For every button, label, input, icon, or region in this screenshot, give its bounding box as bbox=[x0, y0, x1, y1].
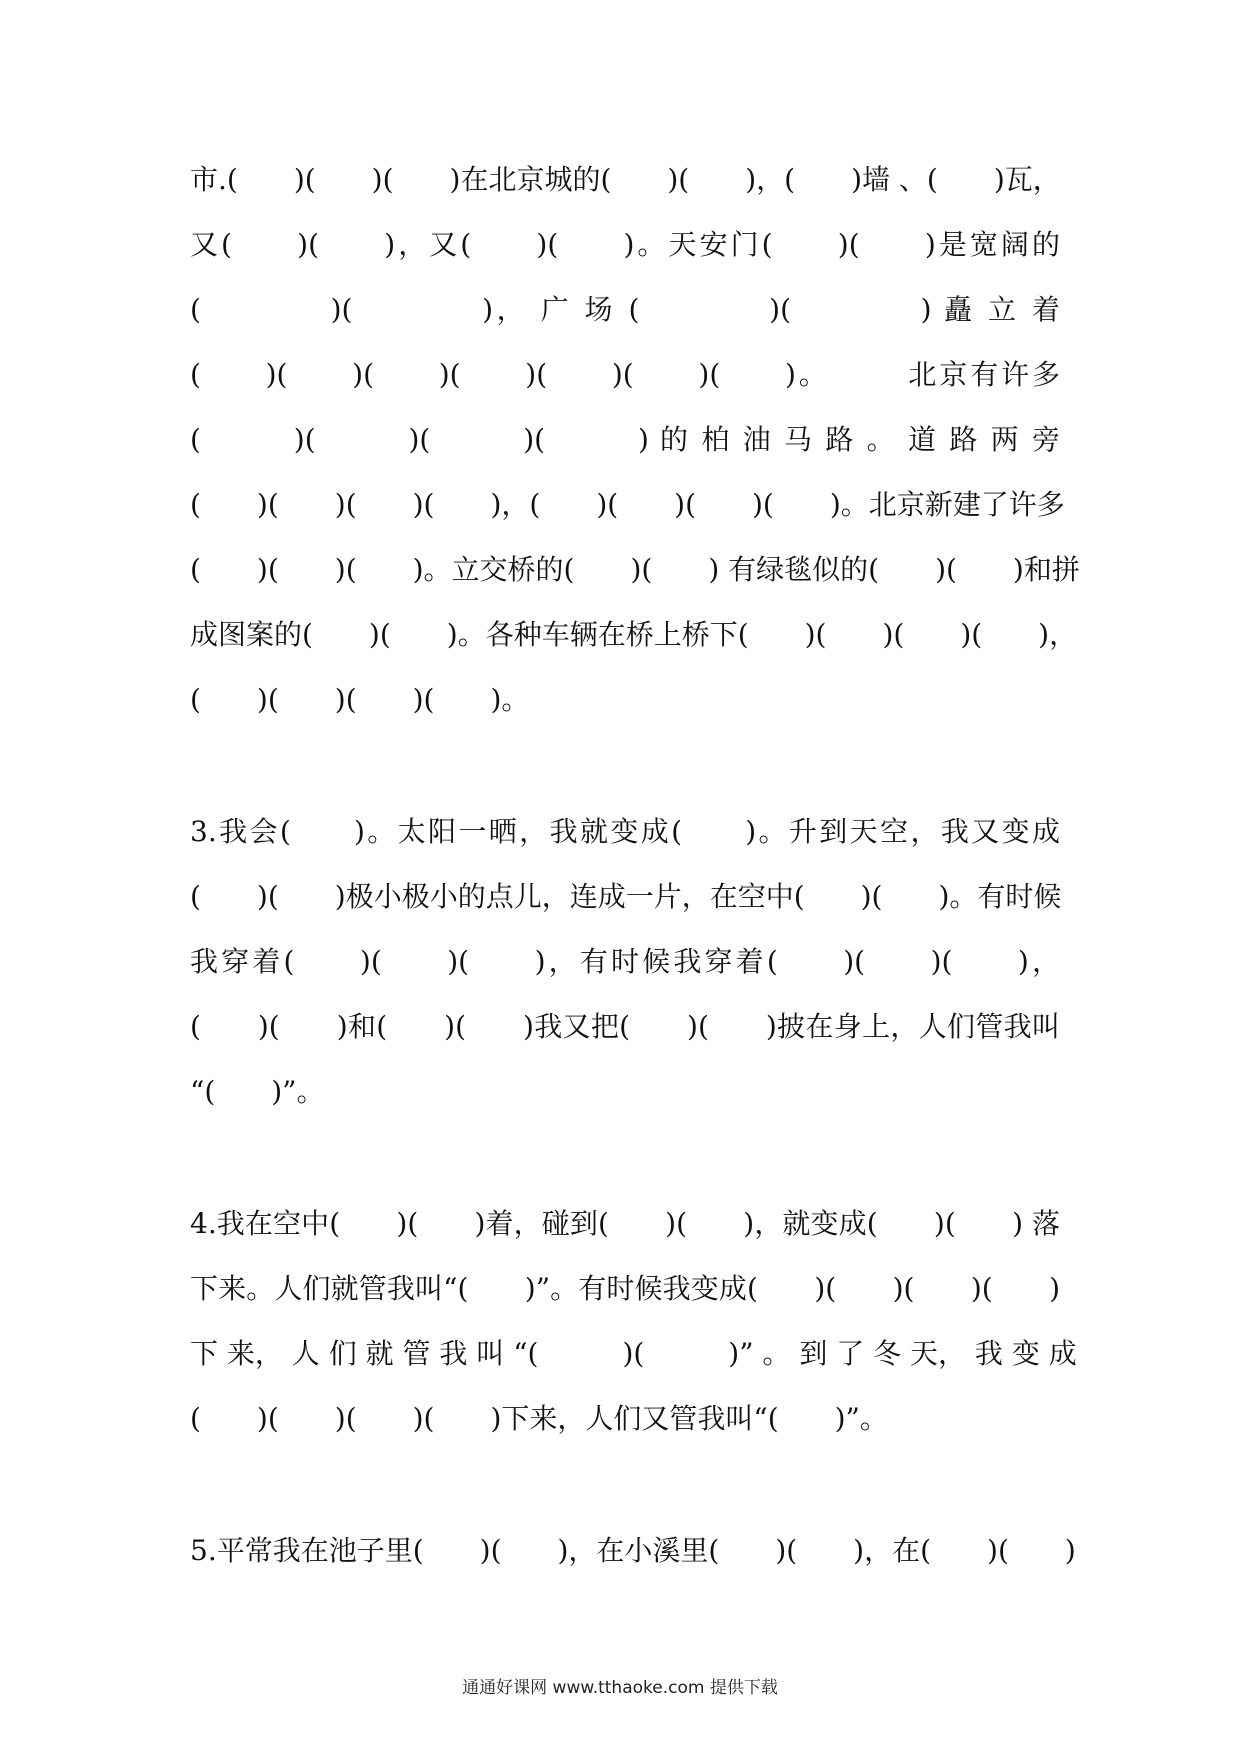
text-line: ( )( )( )( )( )( )( )。 北京有许多 bbox=[190, 358, 1060, 391]
question-5-line: 5.平常我在池子里( )( )，在小溪里( )( )，在( )( ) bbox=[190, 1534, 1076, 1567]
text-line: ( )( )( )。立交桥的( )( ) 有绿毯似的( )( )和拼 bbox=[190, 553, 1080, 586]
text-line: 市.( )( )( )在北京城的( )( )，( )墙 、( )瓦， bbox=[190, 163, 1061, 196]
question-3-line: ( )( )和( )( )我又把( )( )披在身上，人们管我叫 bbox=[190, 1010, 1060, 1043]
question-4-line: ( )( )( )( )下来，人们又管我叫“( )”。 bbox=[190, 1402, 888, 1435]
question-3-line: 3.我会( )。太阳一晒，我就变成( )。升到天空，我又变成 bbox=[190, 815, 1060, 848]
text-line: ( )( )( )( ) 的 柏 油 马 路 。 道 路 两 旁 bbox=[190, 423, 1060, 456]
text-line: ( )( )， 广 场 ( )( ) 矗 立 着 bbox=[190, 293, 1060, 326]
question-4-line: 下 来， 人 们 就 管 我 叫 “( )( )” 。 到 了 冬 天， 我 变 成 bbox=[190, 1337, 1077, 1370]
question-4-line: 4.我在空中( )( )着，碰到( )( )，就变成( )( ) 落 bbox=[190, 1207, 1060, 1240]
question-4-line: 下来。人们就管我叫“( )”。有时候我变成( )( )( )( ) bbox=[190, 1272, 1060, 1305]
question-3-line: 我穿着( )( )( )，有时候我穿着( )( )( )， bbox=[190, 945, 1060, 978]
text-line: ( )( )( )( )，( )( )( )( )。北京新建了许多 bbox=[190, 488, 1065, 521]
text-line: 成图案的( )( )。各种车辆在桥上桥下( )( )( )( )， bbox=[190, 618, 1078, 651]
page-footer: 通通好课网 www.tthaoke.com 提供下载 bbox=[462, 1678, 778, 1698]
question-3-line: “( )”。 bbox=[190, 1075, 325, 1108]
question-3-line: ( )( )极小极小的点儿，连成一片，在空中( )( )。有时候 bbox=[190, 880, 1062, 913]
text-line: ( )( )( )( )。 bbox=[190, 683, 530, 716]
text-line: 又( )( )，又( )( )。天安门( )( )是宽阔的 bbox=[190, 228, 1060, 261]
